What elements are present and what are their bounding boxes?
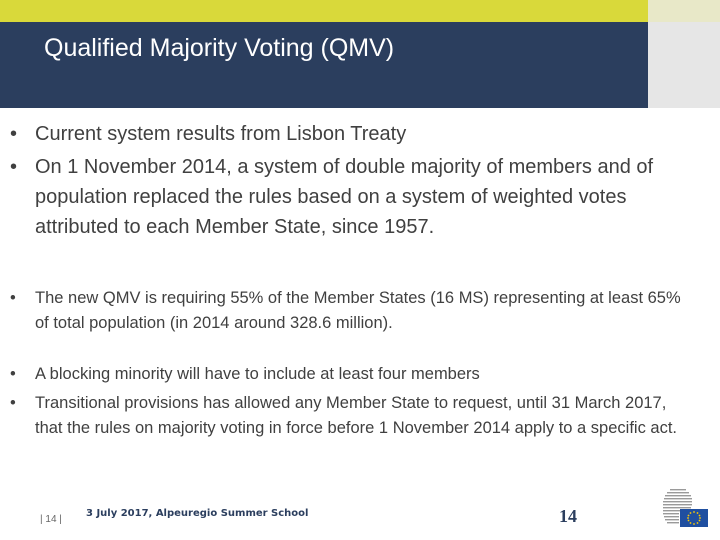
bullet-text: The new QMV is requiring 55% of the Member States (16 MS) representing at least 65% of total population (in 2014 around 328.6 million).: [35, 289, 681, 332]
bullet-symbol: •: [10, 289, 16, 307]
bullet-text: On 1 November 2014, a system of double majority of members and of population replaced the rules based on a system of weighted votes attributed to each Member State, since 1957.: [35, 156, 654, 238]
bullet-text: Transitional provisions has allowed any Member State to request, until 31 March 2017, that the rules on majority voting in force before 1 November 2014 apply to a specific act.: [35, 394, 678, 437]
bullet-symbol: •: [10, 123, 18, 145]
header-bar-right: [648, 22, 720, 108]
bullet-symbol: •: [10, 156, 18, 178]
accent-band: [0, 0, 648, 22]
european-commission-logo-icon: [660, 488, 710, 528]
bullet-text: Current system results from Lisbon Treaty: [35, 123, 407, 145]
bullet-text: A blocking minority will have to include at least four members: [35, 365, 480, 383]
slide-title: Qualified Majority Voting (QMV): [44, 34, 395, 62]
page-number: 14: [559, 506, 577, 526]
footer-event-text: 3 July 2017, Alpeuregio Summer School: [86, 508, 309, 519]
bullet-symbol: •: [10, 365, 16, 383]
accent-band-right: [648, 0, 720, 22]
footer-page-mark: | 14 |: [40, 514, 62, 525]
bullet-symbol: •: [10, 394, 16, 412]
